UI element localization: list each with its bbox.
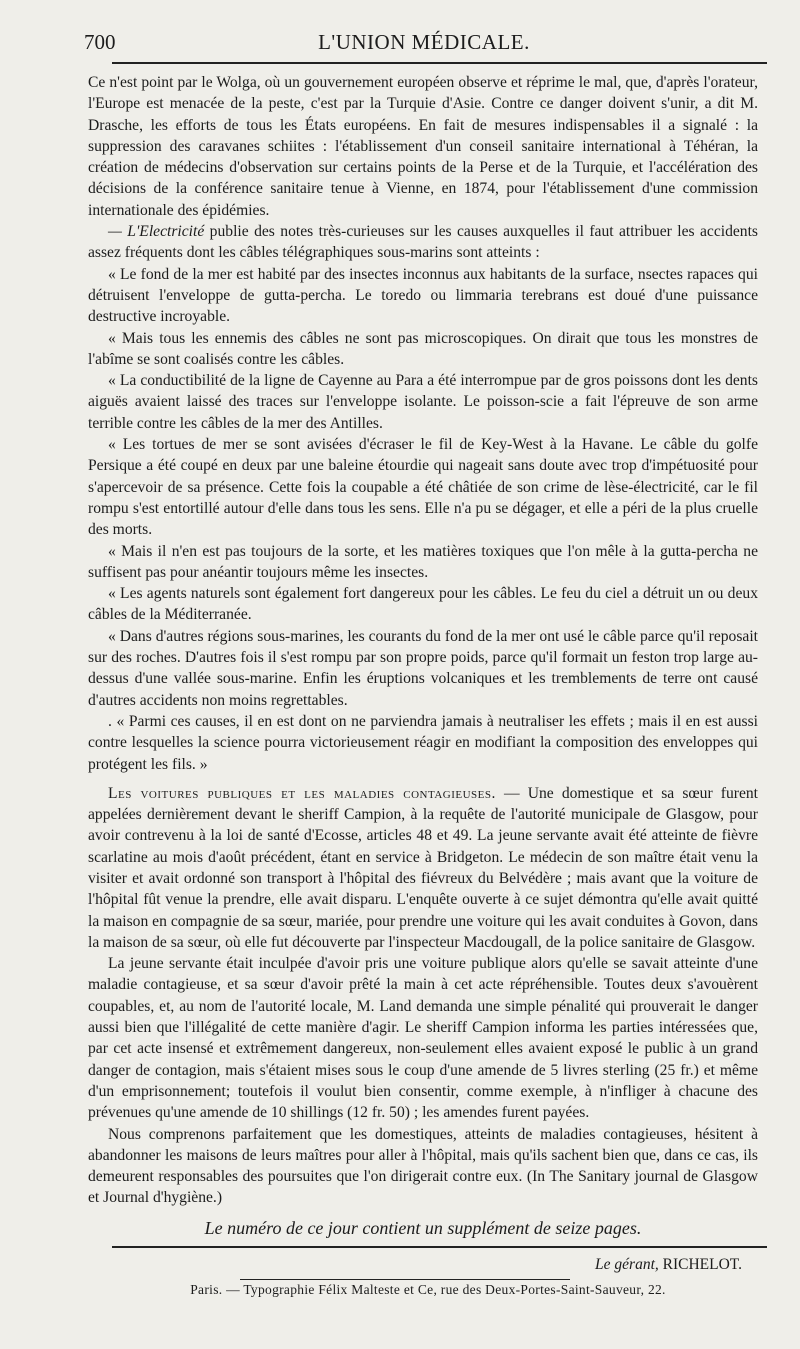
paragraph-electricite — [88, 221, 758, 264]
paragraph-conclusion: Nous comprenons parfaitement que les domestiques, atteints de maladies contagieuses, hésitent à abandonner les maisons de leurs maîtres pour aller à l'hôpital, mais qu'ils sachent bien que, dans ce cas, ils demeurent responsables des poursuites que l'on dirigerait contre eux. (In The Sanitary journal de Glasgow et Journal d'hygiène.) — [88, 1125, 758, 1207]
article-body — [88, 72, 758, 1209]
imprint-rule — [240, 1279, 570, 1280]
paragraph-currents: « Dans d'autres régions sous-marines, les courants du fond de la mer ont usé le câble parce qu'il reposait sur des roches. D'autres fois il s'est rompu par son propre poids, parce qu'il formait un feston trop large au-dessus d'une vallée sous-marine. Enfin les éruptions volcaniques et les tremblements de terre ont causé d'autres accidents non moins regrettables. — [88, 627, 758, 709]
signature-name: RICHELOT. — [662, 1256, 742, 1273]
signature-label: Le gérant, — [595, 1256, 659, 1273]
header-rule — [112, 62, 767, 64]
page-header — [84, 30, 764, 58]
notice-rule — [112, 1246, 767, 1248]
supplement-notice: Le numéro de ce jour contient un supplément de seize pages. — [204, 1218, 642, 1238]
paragraph-turtles-whale: « Les tortues de mer se sont avisées d'écraser le fil de Key-West à la Havane. Le câble du golfe Persique a été coupé en deux par une baleine étourdie qui nageait sans doute avec trop d'impétuosité pour s'apercevoir de sa présence. Cette fois la coupable a été châtiée de son crime de lèse-électricité, car le fil rompu s'est entortillé autour d'elle dans tous les sens. Elle n'a pu se dégager, et elle a péri de la plus cruelle des morts. — [88, 436, 758, 539]
section-gap — [88, 775, 758, 783]
paragraph-electricite-lead: — L'Electricité — [108, 223, 205, 241]
paragraph-natural-agents: « Les agents naturels sont également fort dangereux pour les câbles. Le feu du ciel a détruit un ou deux câbles de la Méditerranée. — [88, 585, 758, 624]
section-heading: Les voitures publiques et les maladies contagieuses. — [108, 784, 496, 802]
paragraph-monsters: « Mais tous les ennemis des câbles ne sont pas microscopiques. On dirait que tous les monstres de l'abîme se sont coalisés contre les câbles. — [88, 329, 758, 368]
paragraph-servant: La jeune servante était inculpée d'avoir pris une voiture publique alors qu'elle se savait atteinte d'une maladie contagieuse, et sa sœur d'avoir prêté la main à cet acte répréhensible. Toutes deux s'avouèrent coupables, et, au nom de l'autorité locale, M. Land demanda une simple pénalité qui prouverait le danger aussi bien que l'illégalité de cette manière d'agir. Le sheriff Campion informa les parties intéressées que, par cet acte insensé et extrêmement dangereux, non-seulement elles avaient exposé le public à un grand danger de contagion, mais s'étaient mises sous le coup d'une amende de 5 livres sterling (25 fr.) et même d'un emprisonnement; toutefois il voulut bien consentir, comme exemple, à n'infliger à chacune des prévenues qu'une amende de 10 shillings (12 fr. 50) ; les amendes furent payées. — [88, 955, 758, 1122]
journal-title: L'UNION MÉDICALE. — [318, 30, 530, 54]
paragraph-fish: « La conductibilité de la ligne de Cayenne au Para a été interrompue par de gros poissons dont les dents aiguës avaient laissé des traces sur l'enveloppe isolante. Le poisson-scie a fait l'épreuve de son arme terrible contre les câbles de la mer des Antilles. — [88, 372, 758, 432]
printer-imprint: Paris. — Typographie Félix Malteste et Ce, rue des Deux-Portes-Saint-Sauveur, 22. — [190, 1282, 666, 1297]
page-number: 700 — [84, 30, 116, 54]
paragraph-insects: « Le fond de la mer est habité par des insectes inconnus aux habitants de la surface, nsectes rapaces qui détruisent l'enveloppe de gutta-percha. Le toredo ou limmaria terebrans est doué d'une puissance destructive incroyable. — [88, 265, 758, 326]
paragraph-electricite-text: publie des notes très-curieuses sur les causes auxquelles il faut attribuer les accidents assez fréquents dont les câbles télégraphiques sous-marins sont atteints : — [88, 223, 758, 262]
paragraph-plague: Ce n'est point par le Wolga, où un gouvernement européen observe et réprime le mal, que, d'après l'orateur, l'Europe est menacée de la peste, c'est par la Turquie d'Asie. Contre ce danger doivent s'unir, a dit M. Drasche, les efforts de tous les États européens. En fait de mesures indispensables il a signalé : la suppression des caravanes schiites : l'établissement d'un conseil sanitaire international à Téhéran, la création de médecins d'observation sur certains points de la Perse et de la Turquie, et l'accélération des décisions de la conférence sanitaire tenue à Vienne, en 1874, pour l'établissement d'une commission internationale des épidémies. — [88, 74, 758, 219]
paragraph-contagious-text: — Une domestique et sa sœur furent appelées dernièrement devant le sheriff Campion, à la requête de l'autorité municipale de Glasgow, pour avoir contrevenu à la loi de santé d'Ecosse, articles 48 et 49. La jeune servante avait été atteinte de fièvre scarlatine au mois d'août précédent, étant en service à Bridgeton. Le médecin de son maître était venu la visiter et avait ordonné son transport à l'hôpital des fiévreux du Belvédère ; mais avant que la voiture de l'hôpital fût venue la prendre, elle avait disparu. L'enquête ouverte à ce sujet démontra qu'elle avait quitté la maison en compagnie de sa sœur, mariée, pour prendre une voiture qui les avait conduites à Govon, dans la maison de sa sœur, où elle fut découverte par l'inspecteur Macdougall, de la police sanitaire de Glasgow. — [88, 784, 758, 951]
paragraph-contagious-carriages — [88, 783, 758, 953]
signature — [595, 1256, 742, 1274]
paragraph-causes: . « Parmi ces causes, il en est dont on ne parviendra jamais à neutraliser les effets ; mais il en est aussi contre lesquelles la science pourra victorieusement réagir en modifiant la composition des enveloppes qui protégent les fils. » — [88, 712, 758, 773]
paragraph-toxic: « Mais il n'en est pas toujours de la sorte, et les matières toxiques que l'on mêle à la gutta-percha ne suffisent pas pour anéantir toujours même les insectes. — [88, 542, 758, 581]
